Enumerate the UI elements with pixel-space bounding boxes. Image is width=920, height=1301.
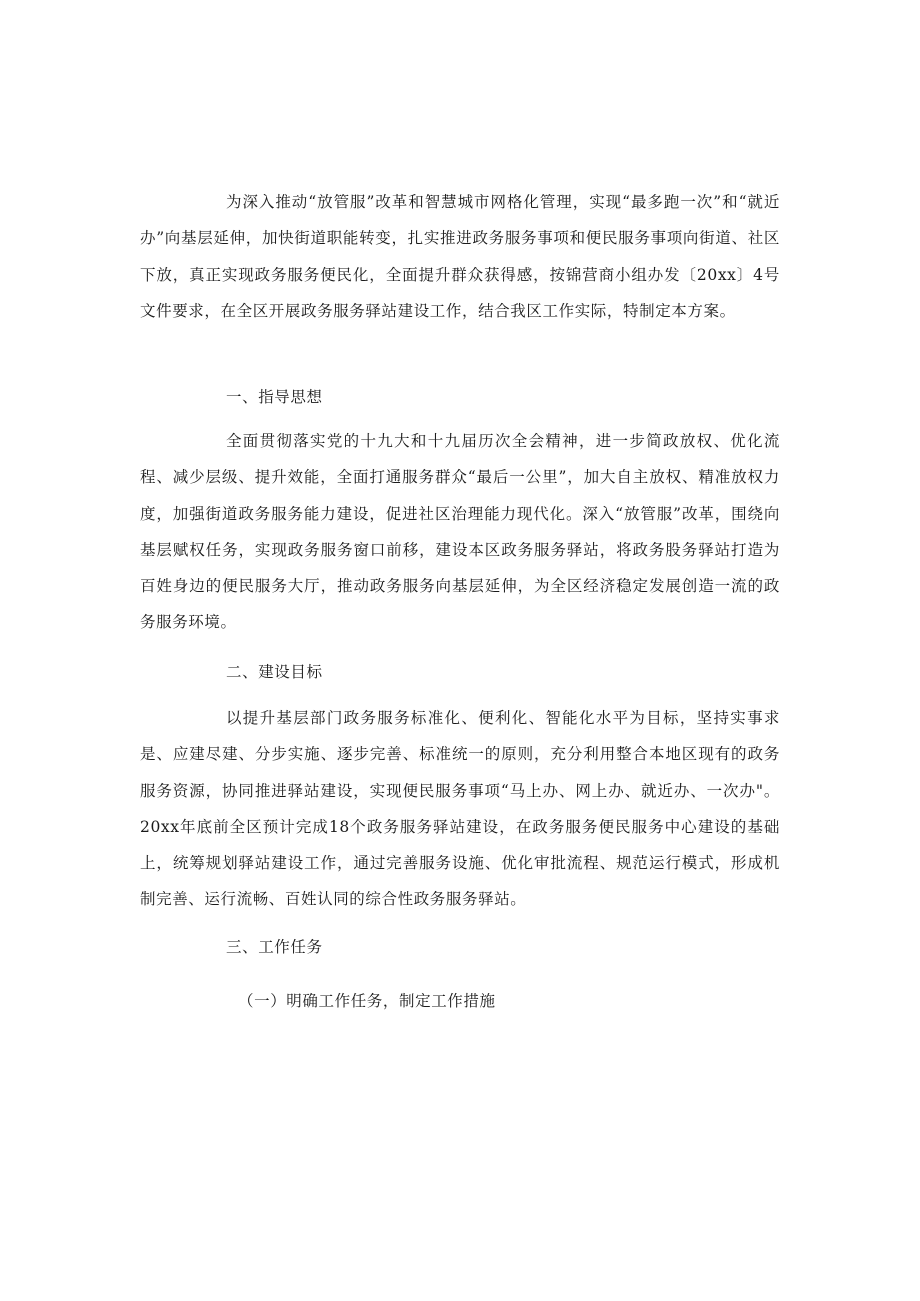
subsection-heading-clarify-tasks: （一）明确工作任务，制定工作措施 — [238, 992, 496, 1010]
intro-paragraph: 为深入推动“放管服”改革和智慧城市网格化管理，实现“最多跑一次”和“就近办”向基层延伸，加快街道职能转变，扎实推进政务服务事项和便民服务事项向街道、社区下放，真正实现政务服务便民化，全面提升群众获得感，按锦营商小组办发〔20xx〕4号文件要求，在全区开展政务服务驿站建设工作，结合我区工作实际，特制定本方案。 — [140, 193, 780, 320]
section-heading-guiding-thought: 一、指导思想 — [226, 388, 323, 406]
section-heading-work-tasks: 三、工作任务 — [226, 938, 323, 956]
section-heading-construction-goals: 二、建设目标 — [226, 663, 323, 681]
construction-goals-paragraph: 以提升基层部门政务服务标准化、便利化、智能化水平为目标，坚持实事求是、应建尽建、分步实施、逐步完善、标准统一的原则，充分利用整合本地区现有的政务服务资源，协同推进驿站建设，实现便民服务事项“马上办、网上办、就近办、一次办"。20xx年底前全区预计完成18个政务服务驿站建设，在政务服务便民服务中心建设的基础上，统筹规划驿站建设工作，通过完善服务设施、优化审批流程、规范运行模式，形成机制完善、运行流畅、百姓认同的综合性政务服务驿站。 — [140, 709, 780, 909]
guiding-thought-paragraph: 全面贯彻落实党的十九大和十九届历次全会精神，进一步简政放权、优化流程、减少层级、提升效能，全面打通服务群众“最后一公里”，加大自主放权、精准放权力度，加强街道政务服务能力建设，促进社区治理能力现代化。深入“放管服”改革，围绕向基层赋权任务，实现政务服务窗口前移，建设本区政务服务驿站，将政务股务驿站打造为百姓身边的便民服务大厅，推动政务服务向基层延伸，为全区经济稳定发展创造一流的政务服务环境。 — [140, 432, 780, 632]
